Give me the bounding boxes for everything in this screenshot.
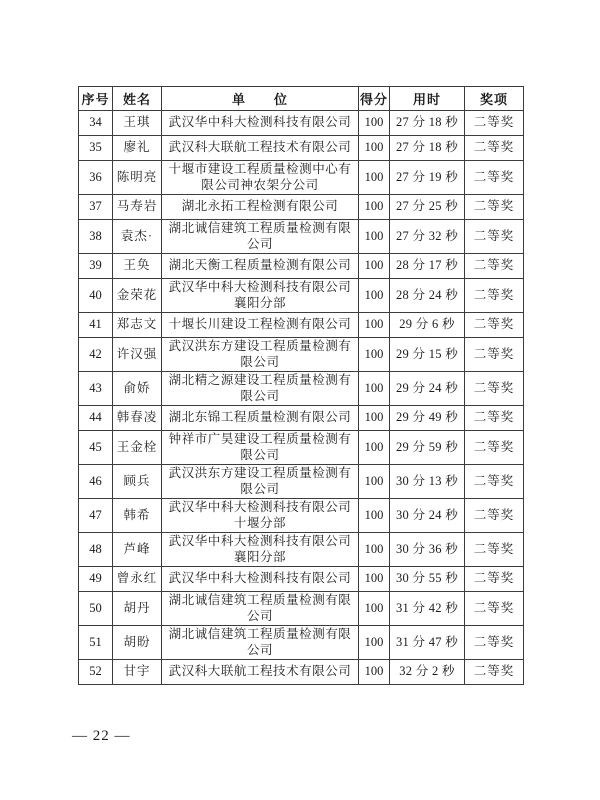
cell-no: 38: [79, 220, 113, 254]
cell-name: 郑志文: [113, 313, 162, 338]
table-row: [79, 161, 524, 195]
table-row: [79, 313, 524, 338]
cell-score: 100: [359, 195, 390, 220]
cell-org: 湖北东锦工程质量检测有限公司: [162, 406, 359, 431]
cell-score: 100: [359, 372, 390, 406]
cell-award: 二等奖: [465, 533, 524, 567]
cell-org: 湖北诚信建筑工程质量检测有限公司: [162, 592, 359, 626]
cell-time: 30 分 55 秒: [390, 567, 465, 592]
cell-no: 52: [79, 660, 113, 685]
column-header-org: 单 位: [162, 87, 359, 111]
cell-no: 36: [79, 161, 113, 195]
column-header-score: 得分: [359, 87, 390, 111]
table-row: [79, 533, 524, 567]
cell-time: 27 分 32 秒: [390, 220, 465, 254]
cell-name: 许汉强: [113, 338, 162, 372]
cell-time: 30 分 13 秒: [390, 465, 465, 499]
cell-no: 42: [79, 338, 113, 372]
table-row: [79, 338, 524, 372]
cell-org: 武汉科大联航工程技术有限公司: [162, 660, 359, 685]
cell-time: 30 分 36 秒: [390, 533, 465, 567]
cell-name: 甘宇: [113, 660, 162, 685]
cell-award: 二等奖: [465, 406, 524, 431]
cell-name: 韩希: [113, 499, 162, 533]
cell-award: 二等奖: [465, 465, 524, 499]
cell-org: 武汉科大联航工程技术有限公司: [162, 136, 359, 161]
cell-time: 27 分 18 秒: [390, 111, 465, 136]
cell-time: 29 分 49 秒: [390, 406, 465, 431]
cell-name: 马寿岩: [113, 195, 162, 220]
cell-score: 100: [359, 499, 390, 533]
cell-name: 胡丹: [113, 592, 162, 626]
cell-score: 100: [359, 626, 390, 660]
cell-no: 41: [79, 313, 113, 338]
cell-time: 29 分 15 秒: [390, 338, 465, 372]
cell-no: 48: [79, 533, 113, 567]
cell-no: 39: [79, 254, 113, 279]
cell-no: 47: [79, 499, 113, 533]
header-row: [79, 87, 524, 111]
table-row: [79, 626, 524, 660]
cell-org: 武汉洪东方建设工程质量检测有限公司: [162, 338, 359, 372]
cell-award: 二等奖: [465, 372, 524, 406]
table-row: [79, 372, 524, 406]
cell-org: 武汉华中科大检测科技有限公司: [162, 111, 359, 136]
cell-org: 武汉华中科大检测科技有限公司襄阳分部: [162, 279, 359, 313]
column-header-name: 姓名: [113, 87, 162, 111]
cell-no: 51: [79, 626, 113, 660]
table-row: [79, 465, 524, 499]
cell-name: 袁杰·: [113, 220, 162, 254]
cell-org: 武汉华中科大检测科技有限公司襄阳分部: [162, 533, 359, 567]
table-row: [79, 660, 524, 685]
cell-award: 二等奖: [465, 136, 524, 161]
cell-name: 金荣花: [113, 279, 162, 313]
cell-award: 二等奖: [465, 660, 524, 685]
cell-time: 28 分 24 秒: [390, 279, 465, 313]
cell-score: 100: [359, 533, 390, 567]
cell-score: 100: [359, 406, 390, 431]
cell-score: 100: [359, 592, 390, 626]
cell-award: 二等奖: [465, 195, 524, 220]
cell-org: 十堰市建设工程质量检测中心有限公司神农架分公司: [162, 161, 359, 195]
page-number: — 22 —: [72, 728, 131, 744]
cell-score: 100: [359, 279, 390, 313]
cell-time: 29 分 6 秒: [390, 313, 465, 338]
cell-award: 二等奖: [465, 254, 524, 279]
cell-score: 100: [359, 136, 390, 161]
table-row: [79, 136, 524, 161]
table-row: [79, 499, 524, 533]
cell-no: 45: [79, 431, 113, 465]
cell-award: 二等奖: [465, 567, 524, 592]
cell-name: 廖礼: [113, 136, 162, 161]
table-row: [79, 567, 524, 592]
cell-org: 湖北永拓工程检测有限公司: [162, 195, 359, 220]
cell-score: 100: [359, 338, 390, 372]
cell-score: 100: [359, 660, 390, 685]
table-row: [79, 431, 524, 465]
table-row: [79, 220, 524, 254]
cell-name: 曾永红: [113, 567, 162, 592]
cell-no: 46: [79, 465, 113, 499]
cell-name: 王琪: [113, 111, 162, 136]
cell-award: 二等奖: [465, 592, 524, 626]
cell-name: 韩春凌: [113, 406, 162, 431]
award-results-table: [78, 86, 524, 685]
cell-award: 二等奖: [465, 499, 524, 533]
cell-name: 王金栓: [113, 431, 162, 465]
cell-name: 胡盼: [113, 626, 162, 660]
cell-score: 100: [359, 254, 390, 279]
cell-score: 100: [359, 161, 390, 195]
cell-award: 二等奖: [465, 338, 524, 372]
cell-award: 二等奖: [465, 279, 524, 313]
table-row: [79, 111, 524, 136]
cell-no: 43: [79, 372, 113, 406]
cell-score: 100: [359, 220, 390, 254]
column-header-time: 用时: [390, 87, 465, 111]
table-row: [79, 254, 524, 279]
cell-award: 二等奖: [465, 431, 524, 465]
cell-score: 100: [359, 111, 390, 136]
cell-org: 武汉洪东方建设工程质量检测有限公司: [162, 465, 359, 499]
cell-no: 35: [79, 136, 113, 161]
cell-no: 44: [79, 406, 113, 431]
cell-time: 32 分 2 秒: [390, 660, 465, 685]
cell-award: 二等奖: [465, 313, 524, 338]
cell-time: 31 分 42 秒: [390, 592, 465, 626]
cell-award: 二等奖: [465, 161, 524, 195]
cell-score: 100: [359, 567, 390, 592]
cell-org: 十堰长川建设工程检测有限公司: [162, 313, 359, 338]
cell-time: 29 分 24 秒: [390, 372, 465, 406]
cell-org: 武汉华中科大检测科技有限公司十堰分部: [162, 499, 359, 533]
cell-name: 陈明亮: [113, 161, 162, 195]
cell-time: 27 分 25 秒: [390, 195, 465, 220]
table-body: [79, 111, 524, 685]
cell-score: 100: [359, 313, 390, 338]
cell-no: 40: [79, 279, 113, 313]
cell-org: 湖北精之源建设工程质量检测有限公司: [162, 372, 359, 406]
table-row: [79, 592, 524, 626]
cell-org: 钟祥市广昊建设工程质量检测有限公司: [162, 431, 359, 465]
column-header-no: 序号: [79, 87, 113, 111]
cell-org: 武汉华中科大检测科技有限公司: [162, 567, 359, 592]
cell-award: 二等奖: [465, 111, 524, 136]
cell-no: 34: [79, 111, 113, 136]
cell-org: 湖北诚信建筑工程质量检测有限公司: [162, 626, 359, 660]
cell-org: 湖北诚信建筑工程质量检测有限公司: [162, 220, 359, 254]
cell-time: 30 分 24 秒: [390, 499, 465, 533]
cell-score: 100: [359, 465, 390, 499]
cell-no: 37: [79, 195, 113, 220]
cell-time: 29 分 59 秒: [390, 431, 465, 465]
cell-time: 27 分 18 秒: [390, 136, 465, 161]
cell-name: 王奂: [113, 254, 162, 279]
cell-time: 31 分 47 秒: [390, 626, 465, 660]
cell-award: 二等奖: [465, 626, 524, 660]
cell-time: 27 分 19 秒: [390, 161, 465, 195]
cell-no: 50: [79, 592, 113, 626]
cell-no: 49: [79, 567, 113, 592]
column-header-award: 奖项: [465, 87, 524, 111]
cell-award: 二等奖: [465, 220, 524, 254]
table-row: [79, 195, 524, 220]
cell-name: 芦峰: [113, 533, 162, 567]
cell-score: 100: [359, 431, 390, 465]
cell-name: 顾兵: [113, 465, 162, 499]
cell-name: 俞娇: [113, 372, 162, 406]
cell-org: 湖北天衡工程质量检测有限公司: [162, 254, 359, 279]
table-row: [79, 406, 524, 431]
cell-time: 28 分 17 秒: [390, 254, 465, 279]
table-row: [79, 279, 524, 313]
